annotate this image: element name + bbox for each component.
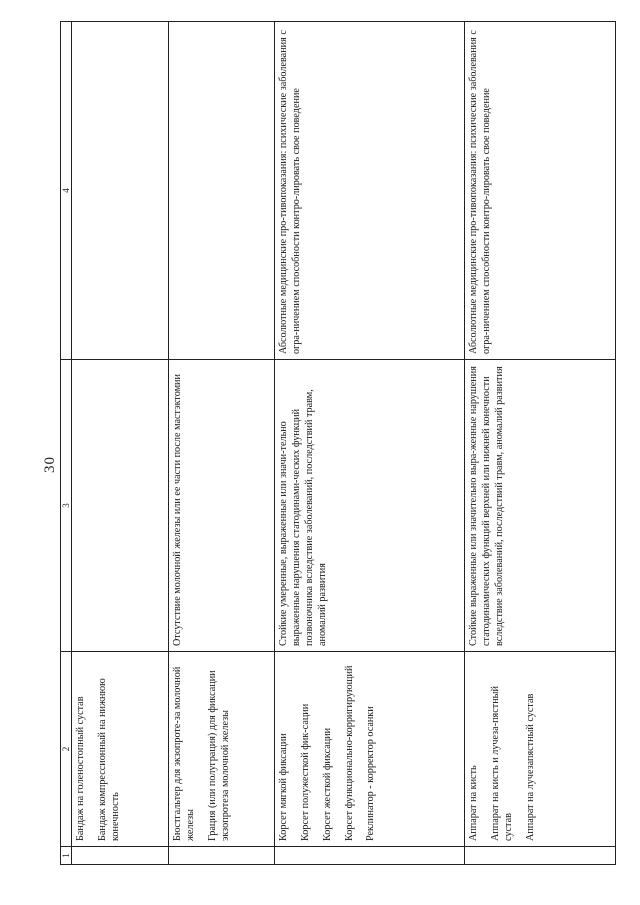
contraindications-cell: Абсолютные медицинские про-тивопоказания: психические заболевания с огра-ничением способности контро-лировать свое поведение [465,22,616,360]
table-row [169,22,275,865]
device-item: Бюстгальтер для экзопроте-за молочной железы [172,666,196,841]
row-number-cell [465,847,616,865]
table-row [465,22,616,865]
header-col-4: 4 [61,22,72,360]
device-item: Аппарат на кисть [468,765,479,841]
device-list-cell [72,652,169,847]
indications-table [60,21,616,865]
indications-cell: Стойкие умеренные, выраженные или значи-тельно выраженные нарушения статодинами-ческих функций позвоночника вследствие заболеваний, последствий травм, аномалий развития [275,360,465,652]
contraindications-cell [72,22,169,360]
header-col-1: 1 [61,847,72,865]
indications-cell [72,360,169,652]
device-list-cell [275,652,465,847]
contraindications-cell: Абсолютные медицинские про-тивопоказания: психические заболевания с огра-ничением способности контро-лировать свое поведение [275,22,465,360]
device-list-cell [169,652,275,847]
page-number: 30 [42,456,58,473]
device-item: Реклинатор - корректор осанки [365,706,377,841]
table-row [72,22,169,865]
row-number-cell [169,847,275,865]
device-item: Корсет жесткой фиксации [321,727,333,841]
table-row [275,22,465,865]
indications-cell: Отсутствие молочной железы или ее части после мастэктомии [169,360,275,652]
device-item: Грация (или полуграция) для фиксации экзопротеза молочной железы [206,670,231,841]
device-list-cell [465,652,616,847]
device-item: Аппарат на кисть и лучеза-пястный сустав [489,686,514,841]
header-col-2: 2 [61,652,72,847]
device-item: Корсет функционально-корригирующий [343,665,355,841]
indications-cell: Стойкие выраженные или значительно выра-женные нарушения статодинамических функций верхней или нижней конечности вследствие заболеваний, последствий травм, аномалий развития [465,360,616,652]
device-item: Бандаж на голеностопный сустав [75,696,86,841]
header-col-3: 3 [61,360,72,652]
header-row [61,22,72,865]
device-item: Аппарат на лучезапястный сустав [524,693,536,841]
row-number-cell [72,847,169,865]
row-number-cell [275,847,465,865]
device-item: Корсет полужесткой фик-сации [299,703,311,841]
device-item: Корсет мягкой фиксации [278,733,289,841]
contraindications-cell [169,22,275,360]
device-item: Бандаж компрессионный на нижнюю конечность [96,678,121,841]
